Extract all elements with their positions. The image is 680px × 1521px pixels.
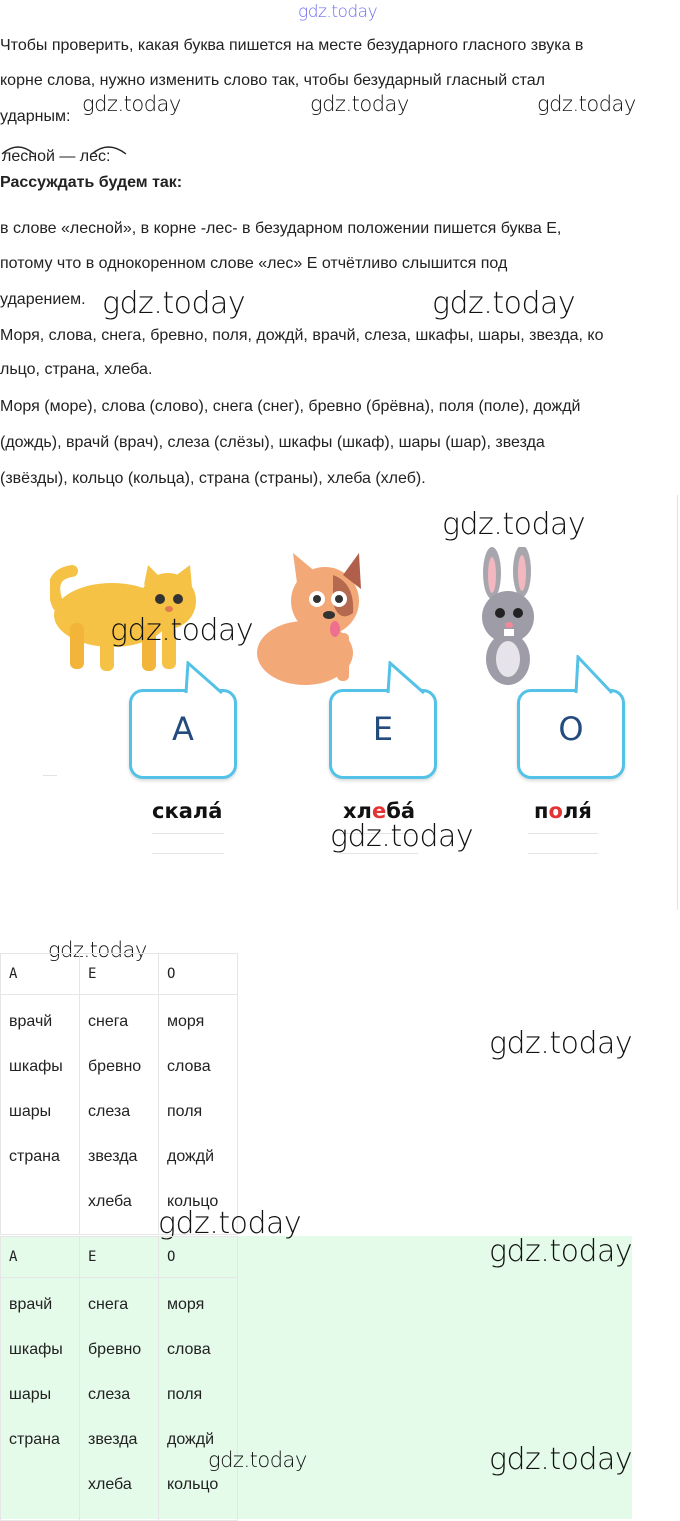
watermark: gdz.today bbox=[489, 1026, 633, 1061]
word-hleba: хлеба bbox=[343, 799, 416, 823]
letters-table bbox=[0, 953, 238, 1235]
table-cell: моря слова поля дождй кольцо bbox=[159, 1278, 238, 1521]
letters-table-highlighted bbox=[0, 1236, 238, 1521]
table-cell: снега бревно слеза звезда хлеба bbox=[80, 1278, 159, 1521]
words-line-2: льцо, страна, хлеба. bbox=[0, 361, 153, 378]
watermark: gdz.today bbox=[432, 286, 576, 321]
bubble-a: А bbox=[129, 689, 237, 779]
intro-line-1: Чтобы проверить, какая буква пишется на месте безударного гласного звука в bbox=[0, 37, 584, 54]
watermark: gdz.today bbox=[489, 1234, 633, 1269]
table-header: О bbox=[159, 1237, 238, 1278]
word-skala: скала bbox=[152, 799, 223, 823]
dog-icon bbox=[255, 553, 370, 685]
bubble-tail-icon bbox=[384, 661, 428, 695]
table-header-row bbox=[1, 1237, 238, 1278]
bubble-e: Е bbox=[329, 689, 437, 779]
table-cell: моря слова поля дождй кольцо bbox=[159, 995, 238, 1235]
watermark: gdz.today bbox=[310, 92, 409, 116]
pairs-line-2: (дождь), врачй (врач), слеза (слёзы), шкафы (шкаф), шары (шар), звезда bbox=[0, 434, 545, 451]
watermark: gdz.today bbox=[102, 286, 246, 321]
table-row bbox=[1, 995, 238, 1235]
example-row bbox=[0, 140, 200, 162]
table-row bbox=[1, 1278, 238, 1521]
watermark: gdz.today bbox=[489, 1442, 633, 1477]
reasoning-line-2: потому что в однокоренном слове «лес» Е отчётливо слышится под bbox=[0, 255, 508, 272]
table-cell: врачй шкафы шары страна bbox=[1, 995, 80, 1235]
table-header: Е bbox=[80, 954, 159, 995]
pairs-line-1: Моря (море), слова (слово), снега (снег), бревно (брёвна), поля (поле), дождй bbox=[0, 398, 581, 415]
watermark: gdz.today bbox=[82, 92, 181, 116]
table-header: Е bbox=[80, 1237, 159, 1278]
table-cell: снега бревно слеза звезда хлеба bbox=[80, 995, 159, 1235]
reasoning-line-3: ударением. bbox=[0, 291, 86, 308]
bubble-tail-icon bbox=[572, 655, 616, 695]
intro-line-3: ударным: bbox=[0, 108, 71, 125]
pairs-line-3: (звёзды), кольцо (кольца), страна (страны), хлеба (хлеб). bbox=[0, 470, 426, 487]
illustration bbox=[0, 495, 680, 915]
rabbit-icon bbox=[470, 547, 550, 689]
reasoning-line-1: в слове «лесной», в корне -лес- в безударном положении пишется буква Е, bbox=[0, 220, 562, 237]
table-header: А bbox=[1, 1237, 80, 1278]
watermark: gdz.today bbox=[537, 92, 636, 116]
words-line-1: Моря, слова, снега, бревно, поля, дождй, врачй, слеза, шкафы, шары, звезда, ко bbox=[0, 327, 604, 344]
watermark: gdz.today bbox=[298, 2, 378, 22]
table-header: А bbox=[1, 954, 80, 995]
reasoning-heading: Рассуждать будем так: bbox=[0, 174, 183, 191]
intro-line-2: корне слова, нужно изменить слово так, чтобы безударный гласный стал bbox=[0, 72, 545, 89]
watermark: gdz.today bbox=[110, 613, 254, 648]
watermark: gdz.today bbox=[208, 1448, 307, 1472]
watermark: gdz.today bbox=[442, 507, 586, 542]
word-polya: поля bbox=[534, 799, 592, 823]
table-cell: врачй шкафы шары страна bbox=[1, 1278, 80, 1521]
bubble-tail-icon bbox=[182, 661, 226, 695]
watermark: gdz.today bbox=[48, 938, 147, 962]
example-text: лесной — лес: bbox=[2, 148, 111, 162]
table-header: О bbox=[159, 954, 238, 995]
watermark: gdz.today bbox=[330, 819, 474, 854]
bubble-o: О bbox=[517, 689, 625, 779]
watermark: gdz.today bbox=[158, 1206, 302, 1241]
table-header-row bbox=[1, 954, 238, 995]
